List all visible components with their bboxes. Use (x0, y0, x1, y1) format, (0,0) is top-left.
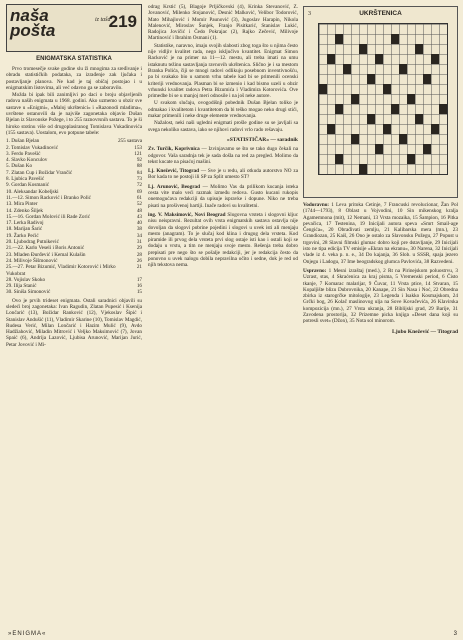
crossword-grid (318, 23, 448, 175)
crossword-black-square (375, 144, 383, 154)
letters-section (148, 146, 298, 268)
puzzle-author: Ljubo Knežević — Titograd (392, 328, 458, 335)
letter-recipient: Zv. Turčik, Koprivnica (148, 146, 200, 153)
across-clues: 1 Leva pritoka Cetinje, 7 Francuski revolucionar, Žan Pol (1744—1793), 8 Oblast u Vojvodini, 10 Sin mikenskog kralja Agamemnona (mit), 12 Nemani, 13 Vrsta mozaika, 15 Šampion, 16 Pitka pevačica, 17 Testenina, 19 Inicijali autora speva »Smrt Smail-age Čengića«, 20 Obrađivati zemlju, 21 Kalibarska mera (mn.), 23 Grandiozan, 25 Kaiš, 26 Ono je ostalo za Slavonsku Požegu, 27 Popust u trgovini, 28 Slavni filmski glumac dobro koji pre dstavljanje, 29 Inicijali isto ne tipa edicija TV emisije »Ekran na ekranu«, 30 Narena, 32 Inicijali vlade iz 4. veka p. n. e., 34 Do kajanja, 36 Slob. u SSSR, spaja jezero Onjegu i Ladogu, 37 Ime beogradskog glumca Pavlovića, 38 Razvedeni. (303, 202, 458, 265)
ranking-name: 20. Ljubodrag Putnikević (6, 239, 59, 246)
crossword-black-square (391, 104, 399, 114)
ranking-count: 17 (136, 276, 142, 283)
crossword-black-square (351, 134, 359, 144)
body-paragraph: Statistike, naravno, imaju svojih slabosti zbog toga što u njima često nije vidljiv kvalitet rada, nego isključivo kvantitet. Enigmat Simon Racković je na primer na 11—12. mestu, ali treba imati na umu istaknutu težinu sastavljanja ravnovih ukrštenica. Slično je i sa mestom Branka Polića, čiji se mnogi radovi odlikuju posebnom inventivnošću, pa bi svakako bio u samom vrhu tabele kad bi se primenili ocenski kriteriji vrednovanja. Plasman bi se izmenio i kad bismo uzeli u obzir vrhunski kvalitet radova Petra Bizumića i Vladimira Kotorovića. Ove primedbe bi se u manjoj meri odnosile i na još neke autore. (148, 42, 298, 100)
down-heading: Uspravno: (303, 267, 327, 274)
crossword-black-square (415, 44, 423, 54)
ranking-count: 31 (136, 239, 142, 246)
down-clues: 1 Mesni izraštaj (med.), 2 Rt na Pirinejskom poluostrvu, 3 Uzrast, stas, 4 Skraćenica za kraj pisma, 5 Vremenski period, 6 Čisto tkanje, 7 Komarac malarijar, 9 Čuvar, 11 Vrsta ptice, 14 Stvaran, 15 Kopaljište blizu Dubrovnika, 20 Kanape, 21 Sin Nasa i Noć, 22 Obredna zbirka iz starogrčke mitologije, 23 Legenda i Isakko Kosmajskom, 24 Grčki bog, 26 Kolač maslinovog ulja na Sove Kovačevića, 26 Klavirska kompozicija (mn.), 27 Vrsta ukranja, 28 Biblijski grad, 29 Barije, 31 Zavodena prostorija, 32 Prizemne picka knjiga »Deset dana koji su potresli svet« (Džon), 35 Nota sol minorom. (303, 267, 458, 325)
ranking-count: 21 (136, 264, 142, 271)
reader-letter (148, 146, 298, 165)
crossword-black-square (351, 94, 359, 104)
crossword-black-square (423, 74, 431, 84)
ranking-count: 69 (136, 188, 142, 195)
crossword-black-square (327, 54, 335, 64)
section-title: ENIGMATSKA STATISTIKA (36, 56, 112, 62)
reader-letter (148, 212, 298, 269)
body-paragraph: Nažalost, neki naši ugledni enigmati prošle godine su se javljali sa svega nekoliko sastava, iako se njihovi radovi vrlo rado rešavaju. (148, 120, 298, 133)
across-heading: Vodoravno: (303, 202, 330, 208)
ranking-count: 153 (134, 144, 142, 151)
ranking-count: 72 (136, 182, 142, 189)
ranking-count: 28 (136, 251, 142, 258)
ranking-name: 4. Slavko Konculov (6, 157, 48, 164)
crossword-black-square (415, 114, 423, 124)
body-paragraph: U svakom slučaju, ovogodišnji pobednik Dušan Bjelan toliko je odmakao i kvalitetom i kvantitetom da bi teško mogao neko drugi stići, makar primenili i neke druge elemente vrednovanja. (148, 100, 298, 120)
crossword-black-square (343, 64, 351, 74)
crossword-black-square (359, 164, 367, 174)
ranking-count: 34 (136, 232, 142, 239)
ranking-count: 255 sastava (117, 138, 142, 145)
ranking-name: 21.—22. Karlo Veseli i Boris Antonić (6, 245, 85, 252)
middle-column (148, 0, 298, 270)
letter-text: Slogovna vrsteta i slogovni kljuc nisu neispravni. Rezultat ovih vrsta enigmatskih sastava ostavlja nije dovoljan da slogovi pobrine pojedini i slogovi u uvek isti ali menjaju mesto (anagram). To je slučaj kod klina i drugog dela vrsteta. Kod piramide ili prvog dela vrsteta prvi slog ostaje isti kao i ostali koji se dodaju u vrstu, a tim ne menjaju svoje mesto. Rešenja treba dobro prepisati pre nego što se pošalje redakciji, jer je redakcija često da ponovno u uvek nalogu dobila nepravilna očito i sedne, dok je red od njih tekstova nema. (148, 211, 299, 269)
crossword-black-square (359, 44, 367, 54)
ranking-count: 121 (134, 150, 142, 157)
ranking-table (6, 138, 142, 295)
letter-text: — Molimo Vas da prilikom kucanja isteka cesta vite malo veći razmak između redova. Gusto kucani rukopis onemogućava redakciji da upisuje ispravke i dopune. Niko ne treba pisati na prošivenoj hartiji. Inače radovi su kvalitetni. (148, 183, 299, 209)
ranking-name: 19. Žarko Pećić (6, 232, 39, 239)
ranking-row (6, 289, 142, 295)
ranking-count: 29 (136, 245, 142, 252)
ranking-count: 52 (136, 201, 142, 208)
letter-text: — Izvinjavamo se što se tako dugo čekali na odgovor. Vaša saradnja tek je sada došla na red za pregled. Molimo da tekst kucate na pisaćoj mašini. (148, 146, 299, 165)
masthead-logo: naša pošta (10, 6, 56, 40)
crossword-black-square (383, 84, 391, 94)
crossword-black-square (367, 74, 375, 84)
ranking-name: 11.—12. Simon Racković i Branko Polić (6, 194, 91, 201)
ranking-name: 30. Siniša Simonović (6, 289, 51, 296)
ranking-count: 48 (136, 207, 142, 214)
crossword-black-square (319, 84, 327, 94)
outro-paragraph: Ovo je prvih trideset enigmata. Ostali saradnici objavili su sledeći broj zagonetaka: Ivan Ragudin, Zlatan Pupesić i Ksenija Lončarić (13), Božidar Ranković (12), Vjekoslav Šipić i Stanislav Andušić (11), Vladimir Skarine (10), Tomislav Magdić, Rudesa Verić, Milan Lončarić i Hazim Mulić (9), Avdo Hadžiahović, Miladin Mitrović i Veljko Maksimović (7), Jovan Spaić (6), Andrija Lazović, Ljubisa Arunović, Marijan Jurić, Petar Jovović i Mi- (6, 297, 142, 348)
footer-magazine-name: »ENIGMA« (8, 631, 47, 637)
ranking-name: 25.—27. Petar Bizumić, Vladimir Kotorović i Mirko Vukobrat (6, 264, 116, 277)
ranking-count: 73 (136, 176, 142, 183)
masthead (6, 4, 142, 52)
crossword-black-square (327, 124, 335, 134)
ranking-name: 7. Zlatan Cup i Božidar Vrančić (6, 169, 73, 176)
ranking-count: 61 (136, 194, 142, 201)
crossword-black-square (399, 134, 407, 144)
crossword-black-square (335, 154, 343, 164)
crossword-black-square (423, 144, 431, 154)
letter-recipient: Lj. Arunović, Beograd (148, 183, 201, 190)
crossword-black-square (375, 54, 383, 64)
masthead-subtitle: iz taša (95, 17, 111, 23)
crossword-black-square (431, 124, 439, 134)
ranking-name: 23. Mladen Đurđević i Kemal Kulašin (6, 251, 86, 258)
ranking-name: 13. Mira Pinter (6, 201, 38, 208)
crossword-puzzle (303, 6, 458, 198)
ranking-name: 2. Tomislav Vukadinović (6, 144, 59, 151)
ranking-count: 88 (136, 163, 142, 170)
puzzle-title: UKRŠTENICA (359, 10, 402, 17)
ranking-count: 26 (136, 257, 142, 264)
crossword-black-square (335, 104, 343, 114)
contributors-list: odrag Krstić (5), Blagoje Prljičkovski (4), Krinka Stevanović, Z. Jovanović, Milenko Stojanović, Desnić Malković, Velibor Todorović, Mato Mihajlović i Momir Paunović (3), Jugoslav Harapin, Nikola Malenović, Miroslav Šunjek, Franjo Pisitkarić, Stanislav Lukić, Radojica Jovičić i Čedo Pokrajac (2), Rajko Zečević, Milivoje Martinović i Ibrahim Osmani (1). (148, 4, 298, 42)
letter-text: — Sve je u redu, ali otkuda autorstvo NO za Bor kada to ne postoji ili SP za Split umesto ST? (148, 168, 299, 181)
ranking-count: 15 (136, 289, 142, 296)
intro-paragraph: Možda bi ipak bili zanimljivi po daci o broju objavljenih radova naših enigmata u 1968. godini. Ako uzmemo u obzir sve sastave u »Enigmi«, »Maloj ukrštenici« i »Razonodi mladima«, uvrštene ostanovili da je najviše zagonetaka objavio Dušan Bjelan iz Slavonske Požege, i to 255 raznovrsnih sastava. To je ši hiroko stotinu više od drugoplasiranog Tomislava Vukadinovića (155 sastava). Uostalom, evo potpune tabele: (6, 92, 142, 136)
ranking-name: 9. Gordan Kosmanić (6, 182, 50, 189)
letter-recipient: ing. V. Maksimović, Novi Beograd (148, 211, 226, 218)
crossword-black-square (383, 124, 391, 134)
ranking-name: 1. Dušan Bjelan (6, 138, 40, 145)
ranking-count: 38 (136, 226, 142, 233)
crossword-black-square (407, 154, 415, 164)
ranking-name: 8. Ljubica Pavešić (6, 176, 45, 183)
letter-recipient: Lj. Knežević, Titograd (148, 168, 200, 175)
crossword-black-square (431, 54, 439, 64)
ranking-name: 5. Dušan Ko (6, 163, 33, 170)
left-column (6, 0, 142, 349)
crossword-black-square (407, 94, 415, 104)
ranking-name: 14. Zdenko Šiljek (6, 207, 44, 214)
article-signoff: »STATISTIČAR« — saradnik (226, 136, 298, 143)
ranking-name: 10. Aleksandar Kobeljski (6, 188, 59, 195)
right-column (303, 0, 458, 335)
crossword-black-square (367, 114, 375, 124)
ranking-count: 92 (136, 157, 142, 164)
puzzle-number: 3 (308, 11, 311, 17)
ranking-name: 28. Vojislav Skoko (6, 276, 46, 283)
ranking-count: 16 (136, 283, 142, 290)
reader-letter (148, 184, 298, 209)
crossword-black-square (439, 104, 447, 114)
crossword-black-square (399, 64, 407, 74)
ranking-name: 17. Lerka Radivoj (6, 220, 44, 227)
ranking-row (6, 264, 142, 277)
crossword-black-square (391, 34, 399, 44)
ranking-name: 3. Ferdo Pavešić (6, 150, 41, 157)
ranking-name: 18. Marijan Šarić (6, 226, 43, 233)
ranking-count: 40 (136, 220, 142, 227)
ranking-name: 29. Ilija Stanić (6, 283, 37, 290)
reader-letter (148, 168, 298, 181)
ranking-count: 43 (136, 213, 142, 220)
ranking-name: 24. Milivoje Šišmonović (6, 257, 58, 264)
intro-paragraph: Prvo tromesečje svake godine slu ži mnogima za sređivanje i obradu statističkih podataka, za izrađenje zak ljučaka i postavljanje planova. Ne kad je taj običaj postojao i u enigmatskim listovima, ali već odavno ga se zaboravilo. (6, 66, 142, 91)
ranking-count: 84 (136, 169, 142, 176)
page-number: 3 (453, 631, 457, 637)
ranking-name: 15.—16. Gordan Molović ili Rade Zorić (6, 213, 90, 220)
crossword-black-square (335, 34, 343, 44)
issue-number: 219 (108, 12, 137, 31)
